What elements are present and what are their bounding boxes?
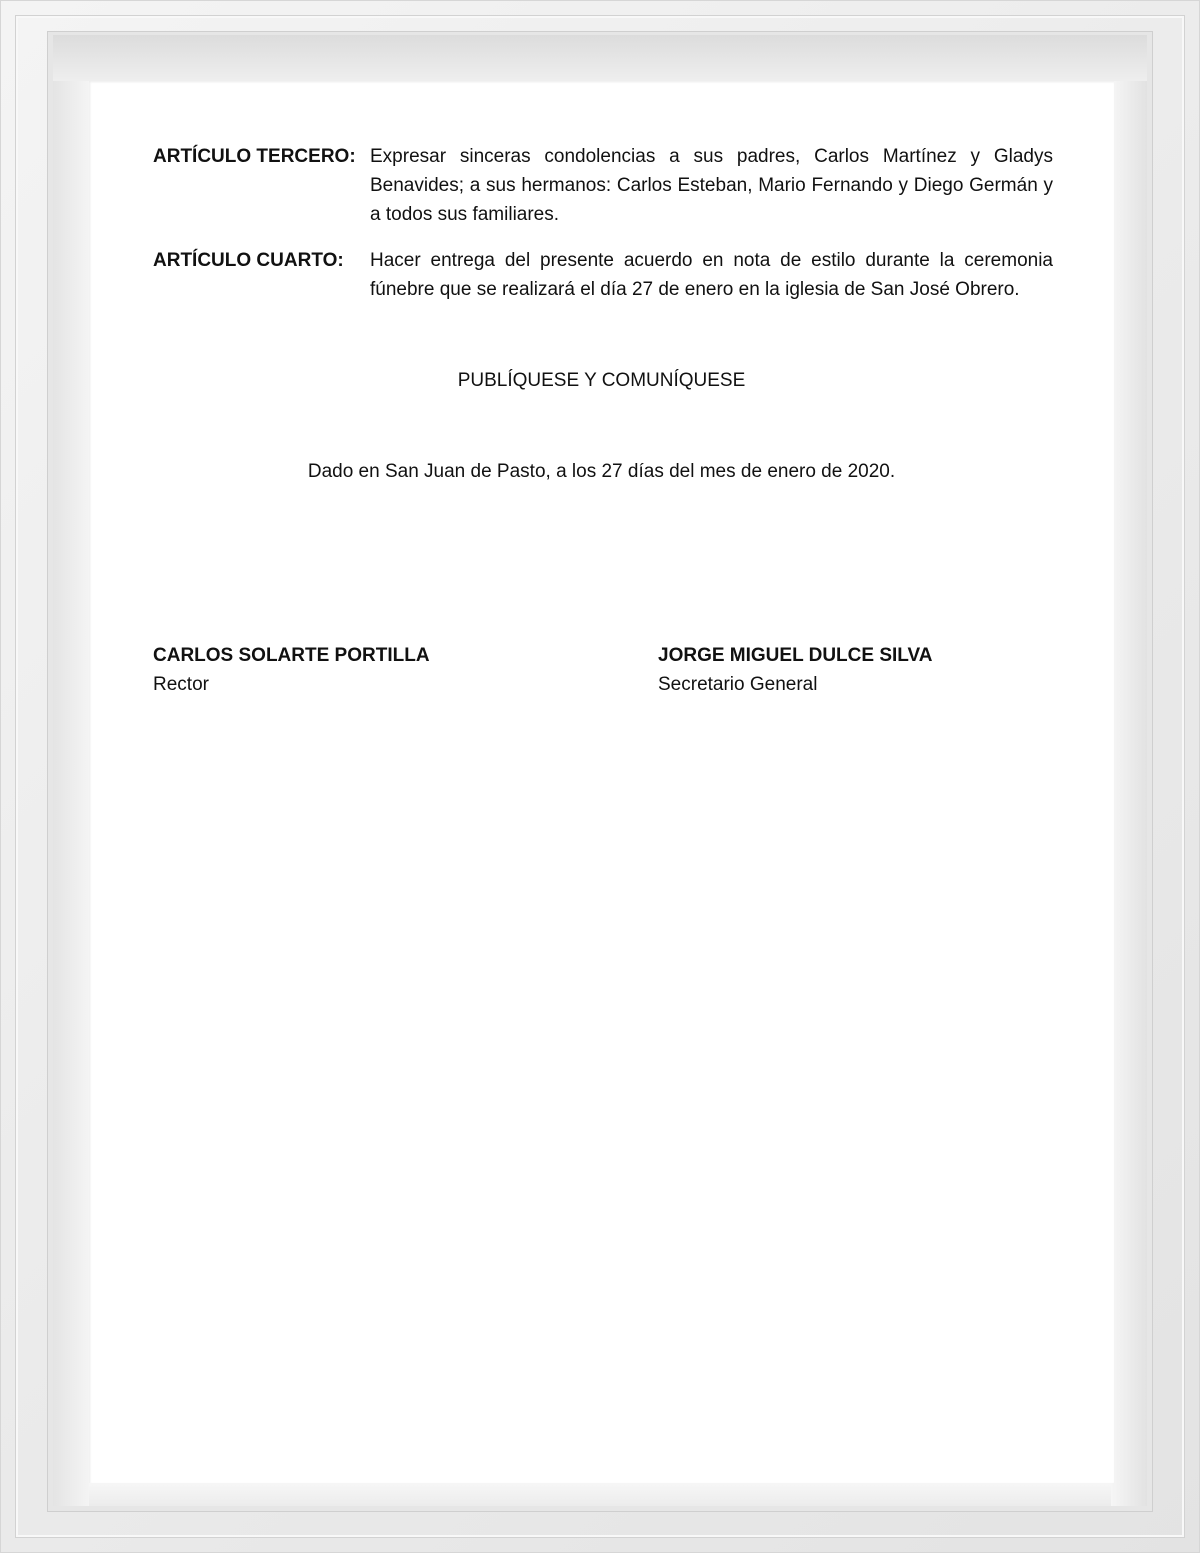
signer-title: Secretario General: [658, 674, 818, 695]
article-label: ARTÍCULO CUARTO:: [153, 250, 344, 271]
signer-title: Rector: [153, 674, 209, 695]
publication-note: PUBLÍQUESE Y COMUNÍQUESE: [457, 370, 746, 391]
signature-rector: [153, 641, 553, 699]
article-text: Expresar sinceras condolencias a sus padres, Carlos Martínez y Gladys Benavides; a sus hermanos: Carlos Esteban, Mario Fernando y Diego Germán y a todos sus familiares.: [370, 146, 1053, 225]
document-body: [89, 81, 1114, 1483]
document-page: [89, 81, 1114, 1483]
signer-name: JORGE MIGUEL DULCE SILVA: [658, 645, 933, 666]
date-line: Dado en San Juan de Pasto, a los 27 días del mes de enero de 2020.: [307, 461, 896, 482]
article-label: ARTÍCULO TERCERO:: [153, 146, 356, 167]
article-text: Hacer entrega del presente acuerdo en nota de estilo durante la ceremonia fúnebre que se realizará el día 27 de enero en la iglesia de San José Obrero.: [370, 250, 1053, 300]
signer-name: CARLOS SOLARTE PORTILLA: [153, 645, 430, 666]
signature-secretary: [658, 641, 1058, 699]
